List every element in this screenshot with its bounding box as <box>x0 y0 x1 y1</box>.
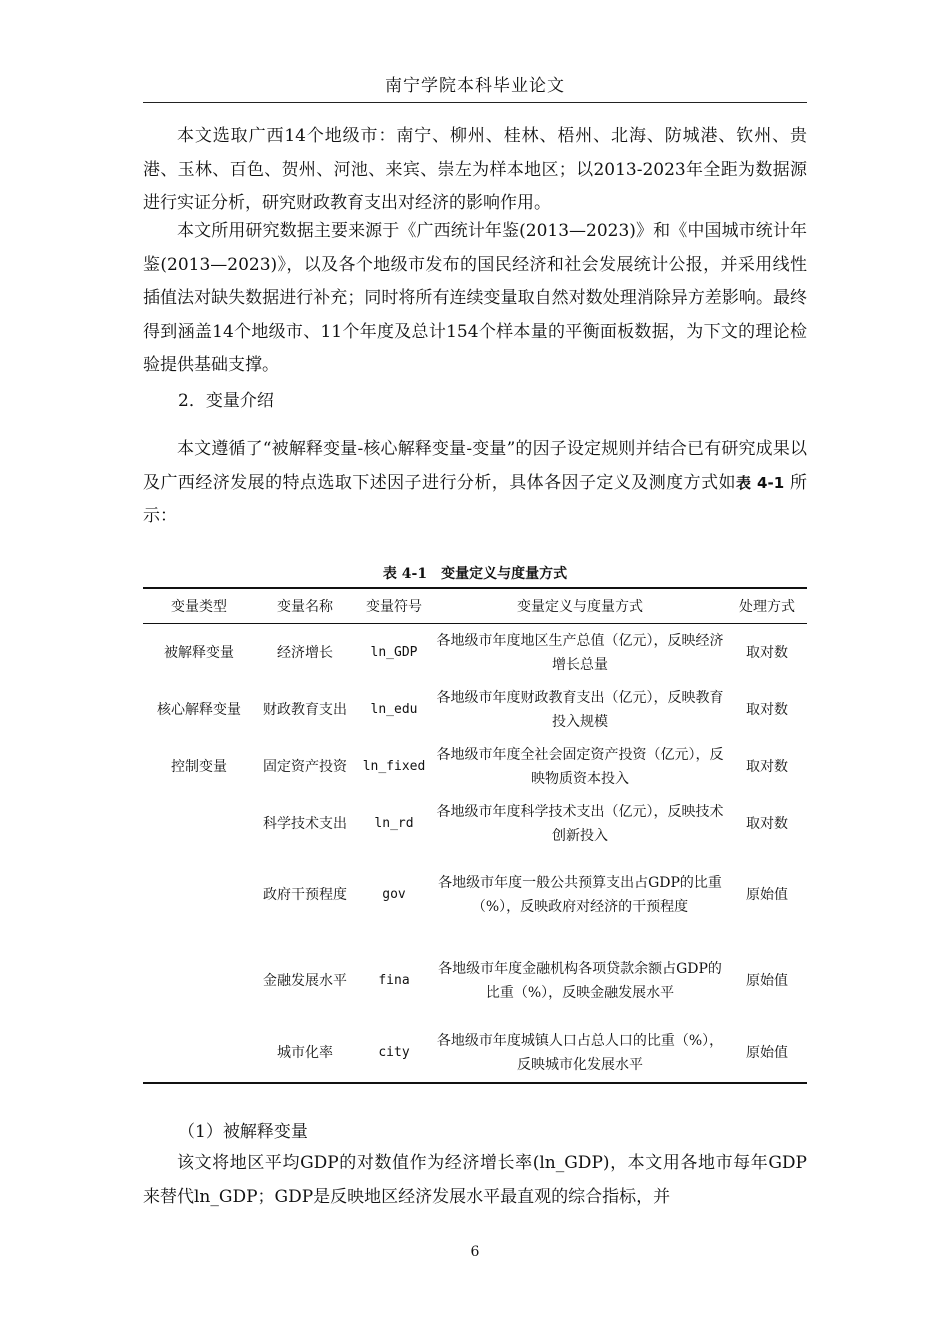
table-row <box>143 738 807 795</box>
cell-definition: 各地级市年度全社会固定资产投资（亿元），反映物质资本投入 <box>436 746 724 787</box>
cell-treatment: 取对数 <box>746 644 788 661</box>
cell-treatment: 取对数 <box>746 701 788 718</box>
col-header-name: 变量名称 <box>277 599 333 615</box>
table-row <box>143 1024 807 1083</box>
cell-name: 固定资产投资 <box>263 758 347 775</box>
cell-type: 控制变量 <box>171 758 227 775</box>
cell-symbol: gov <box>382 887 406 902</box>
cell-treatment: 取对数 <box>746 758 788 775</box>
cell-name: 城市化率 <box>277 1045 333 1061</box>
paragraph-variable-intro <box>143 433 807 534</box>
col-header-symbol: 变量符号 <box>366 599 422 615</box>
col-header-treatment: 处理方式 <box>739 599 795 615</box>
running-header: 南宁学院本科毕业论文 <box>143 70 807 103</box>
cell-symbol: fina <box>378 973 410 988</box>
cell-symbol: city <box>378 1045 410 1060</box>
paragraph-sample-scope: 本文选取广西14个地级市：南宁、柳州、桂林、梧州、北海、防城港、钦州、贵港、玉林、百色、贺州、河池、来宾、崇左为样本地区；以2013-2023年全距为数据源进行实证分析，研究财政教育支出对经济的影响作用。 <box>143 126 807 213</box>
cell-name: 经济增长 <box>277 644 333 661</box>
cell-type <box>143 852 255 938</box>
subsection-heading-dependent-variable: （1）被解释变量 <box>178 1122 308 1142</box>
table-row <box>143 681 807 738</box>
cell-symbol: ln_GDP <box>370 644 418 660</box>
cell-type <box>143 795 255 852</box>
cell-definition: 各地级市年度金融机构各项贷款余额占GDP的比重（%），反映金融发展水平 <box>438 961 722 1001</box>
paragraph-dependent-variable: 该文将地区平均GDP的对数值作为经济增长率(ln_GDP)，本文用各地市每年GDP来替代ln_GDP；GDP是反映地区经济发展水平最直观的综合指标，并 <box>143 1153 807 1207</box>
cell-type: 被解释变量 <box>164 644 234 661</box>
cell-treatment: 原始值 <box>746 973 788 989</box>
cell-symbol: ln_rd <box>374 815 414 831</box>
variable-table <box>143 587 807 1084</box>
cell-type: 核心解释变量 <box>157 701 241 718</box>
cell-definition: 各地级市年度财政教育支出（亿元），反映教育投入规模 <box>436 689 724 730</box>
cell-definition: 各地级市年度地区生产总值（亿元），反映经济增长总量 <box>436 632 724 673</box>
table-caption: 表 4-1 变量定义与度量方式 <box>382 566 568 582</box>
cell-type <box>143 1024 255 1083</box>
table-reference: 表 4-1 <box>735 473 785 492</box>
cell-name: 财政教育支出 <box>263 701 347 718</box>
table-row <box>143 624 807 682</box>
cell-treatment: 原始值 <box>746 887 788 903</box>
intro-text-tail: 所示： <box>143 472 807 526</box>
col-header-type: 变量类型 <box>171 599 227 615</box>
cell-name: 政府干预程度 <box>263 887 347 903</box>
cell-treatment: 原始值 <box>746 1045 788 1061</box>
cell-definition: 各地级市年度一般公共预算支出占GDP的比重（%），反映政府对经济的干预程度 <box>438 875 722 915</box>
cell-name: 金融发展水平 <box>263 973 347 989</box>
cell-symbol: ln_fixed <box>362 758 426 774</box>
intro-text: 本文遵循了“被解释变量-核心解释变量-变量”的因子设定规则并结合已有研究成果以及广西经济发展的特点选取下述因子进行分析，具体各因子定义及测度方式如 <box>143 439 807 493</box>
cell-type <box>143 938 255 1024</box>
page-number: 6 <box>470 1244 480 1260</box>
table-row <box>143 852 807 938</box>
cell-symbol: ln_edu <box>370 701 418 717</box>
cell-name: 科学技术支出 <box>263 815 347 832</box>
col-header-definition: 变量定义与度量方式 <box>517 599 643 615</box>
cell-treatment: 取对数 <box>746 815 788 832</box>
paragraph-data-sources: 本文所用研究数据主要来源于《广西统计年鉴(2013—2023)》和《中国城市统计年鉴(2013—2023)》，以及各个地级市发布的国民经济和社会发展统计公报，并采用线性插值法对缺失数据进行补充；同时将所有连续变量取自然对数处理消除异方差影响。最终得到涵盖14个地级市、11个年度及总计154个样本量的平衡面板数据，为下文的理论检验提供基础支撑。 <box>143 221 807 375</box>
table-row <box>143 938 807 1024</box>
cell-definition: 各地级市年度科学技术支出（亿元），反映技术创新投入 <box>436 803 724 844</box>
table-row <box>143 795 807 852</box>
table-header-row <box>143 588 807 624</box>
cell-definition: 各地级市年度城镇人口占总人口的比重（%），反映城市化发展水平 <box>436 1033 724 1073</box>
section-heading-variables: 2．变量介绍 <box>178 391 274 411</box>
